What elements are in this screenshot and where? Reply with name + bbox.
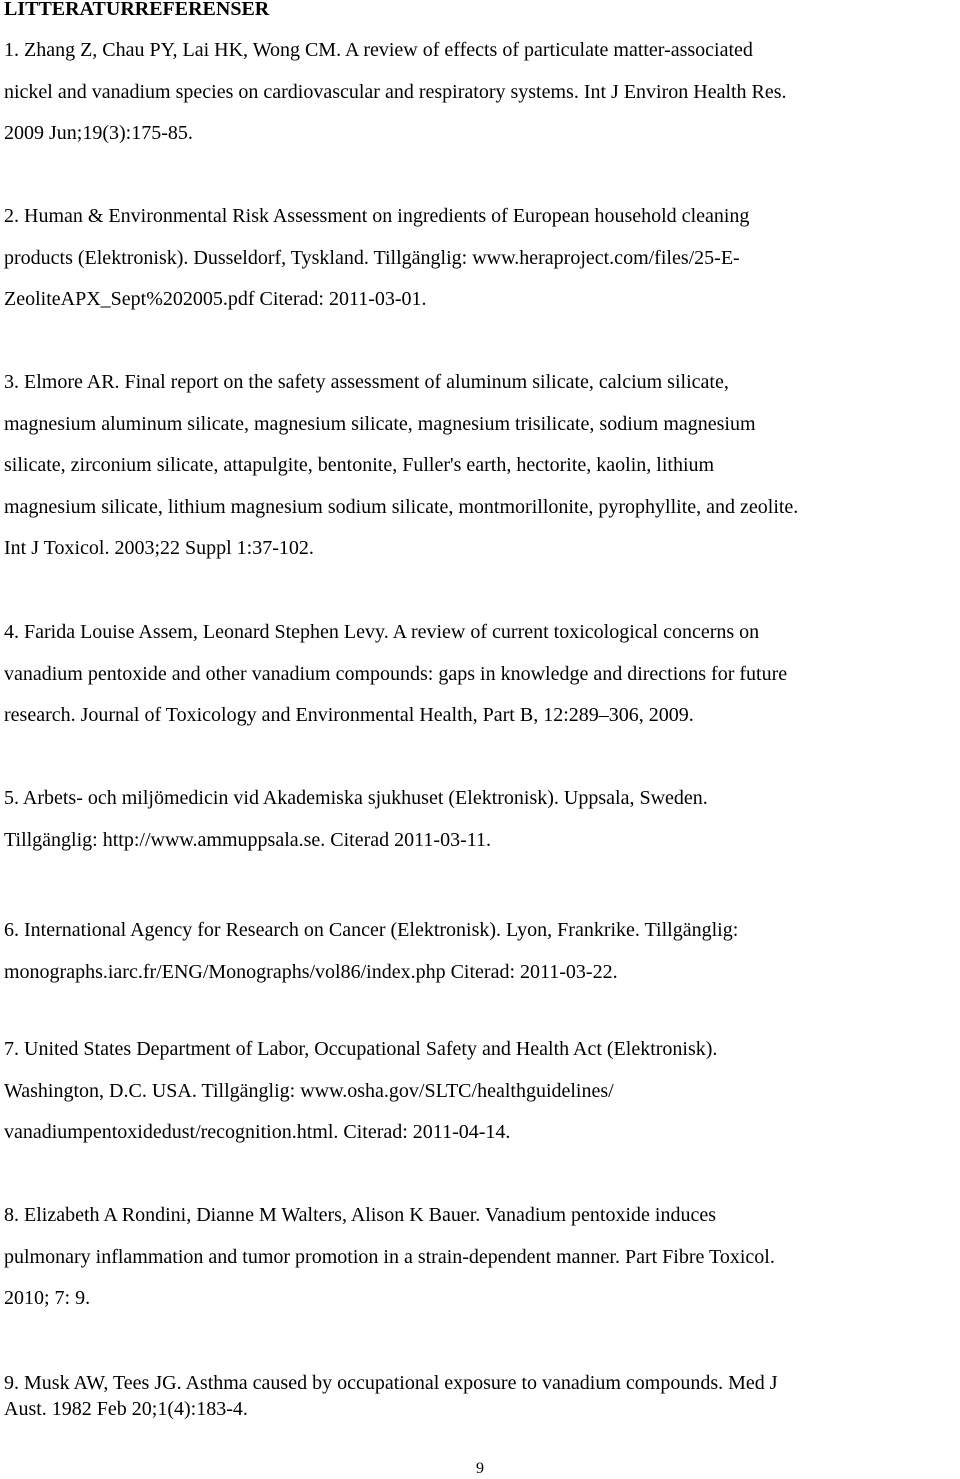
reference-line: vanadium pentoxide and other vanadium compounds: gaps in knowledge and directions for future xyxy=(4,662,788,685)
reference-line: 9. Musk AW, Tees JG. Asthma caused by occupational exposure to vanadium compounds. Med J xyxy=(4,1372,778,1394)
reference-7 xyxy=(4,1029,956,1154)
reference-line: magnesium silicate, lithium magnesium sodium silicate, montmorillonite, pyrophyllite, and zeolite. xyxy=(4,495,799,518)
reference-line: pulmonary inflammation and tumor promotion in a strain-dependent manner. Part Fibre Toxicol. xyxy=(4,1245,775,1268)
reference-line: Aust. 1982 Feb 20;1(4):183-4. xyxy=(4,1398,248,1420)
reference-3 xyxy=(4,362,956,570)
reference-9 xyxy=(4,1370,956,1422)
reference-5 xyxy=(4,778,956,861)
reference-1 xyxy=(4,30,956,155)
reference-line: Int J Toxicol. 2003;22 Suppl 1:37-102. xyxy=(4,537,314,560)
reference-8 xyxy=(4,1195,956,1320)
reference-2 xyxy=(4,196,956,321)
reference-line: 5. Arbets- och miljömedicin vid Akademiska sjukhuset (Elektronisk). Uppsala, Sweden. xyxy=(4,787,708,809)
reference-line: 8. Elizabeth A Rondini, Dianne M Walters, Alison K Bauer. Vanadium pentoxide induces xyxy=(4,1204,716,1226)
reference-line: magnesium aluminum silicate, magnesium silicate, magnesium trisilicate, sodium magnesium xyxy=(4,412,756,435)
reference-line: Washington, D.C. USA. Tillgänglig: www.osha.gov/SLTC/healthguidelines/ xyxy=(4,1079,614,1102)
page-number: 9 xyxy=(476,1460,484,1477)
reference-line: 3. Elmore AR. Final report on the safety assessment of aluminum silicate, calcium silicate, xyxy=(4,371,729,393)
reference-line: products (Elektronisk). Dusseldorf, Tyskland. Tillgänglig: www.heraproject.com/files/25-E- xyxy=(4,246,740,269)
reference-line: nickel and vanadium species on cardiovascular and respiratory systems. Int J Environ Health Res. xyxy=(4,80,787,103)
reference-line: 2010; 7: 9. xyxy=(4,1287,91,1310)
reference-line: 1. Zhang Z, Chau PY, Lai HK, Wong CM. A review of effects of particulate matter-associated xyxy=(4,39,753,61)
reference-line: 2009 Jun;19(3):175-85. xyxy=(4,122,193,145)
reference-line: 2. Human & Environmental Risk Assessment on ingredients of European household cleaning xyxy=(4,205,750,227)
reference-line: vanadiumpentoxidedust/recognition.html. Citerad: 2011-04-14. xyxy=(4,1121,511,1144)
reference-line: silicate, zirconium silicate, attapulgite, bentonite, Fuller's earth, hectorite, kaolin, lithium xyxy=(4,454,715,477)
reference-line: research. Journal of Toxicology and Environmental Health, Part B, 12:289–306, 2009. xyxy=(4,704,694,727)
page-heading: LITTERATURREFERENSER xyxy=(4,0,270,20)
reference-line: 4. Farida Louise Assem, Leonard Stephen Levy. A review of current toxicological concerns on xyxy=(4,621,760,643)
reference-line: ZeoliteAPX_Sept%202005.pdf Citerad: 2011-03-01. xyxy=(4,288,427,311)
reference-line: 7. United States Department of Labor, Occupational Safety and Health Act (Elektronisk). xyxy=(4,1038,718,1060)
reference-line: Tillgänglig: http://www.ammuppsala.se. Citerad 2011-03-11. xyxy=(4,828,491,851)
reference-line: 6. International Agency for Research on Cancer (Elektronisk). Lyon, Frankrike. Tillgänglig: xyxy=(4,919,739,941)
reference-4 xyxy=(4,612,956,737)
reference-6 xyxy=(4,910,956,993)
reference-line: monographs.iarc.fr/ENG/Monographs/vol86/index.php Citerad: 2011-03-22. xyxy=(4,960,618,983)
